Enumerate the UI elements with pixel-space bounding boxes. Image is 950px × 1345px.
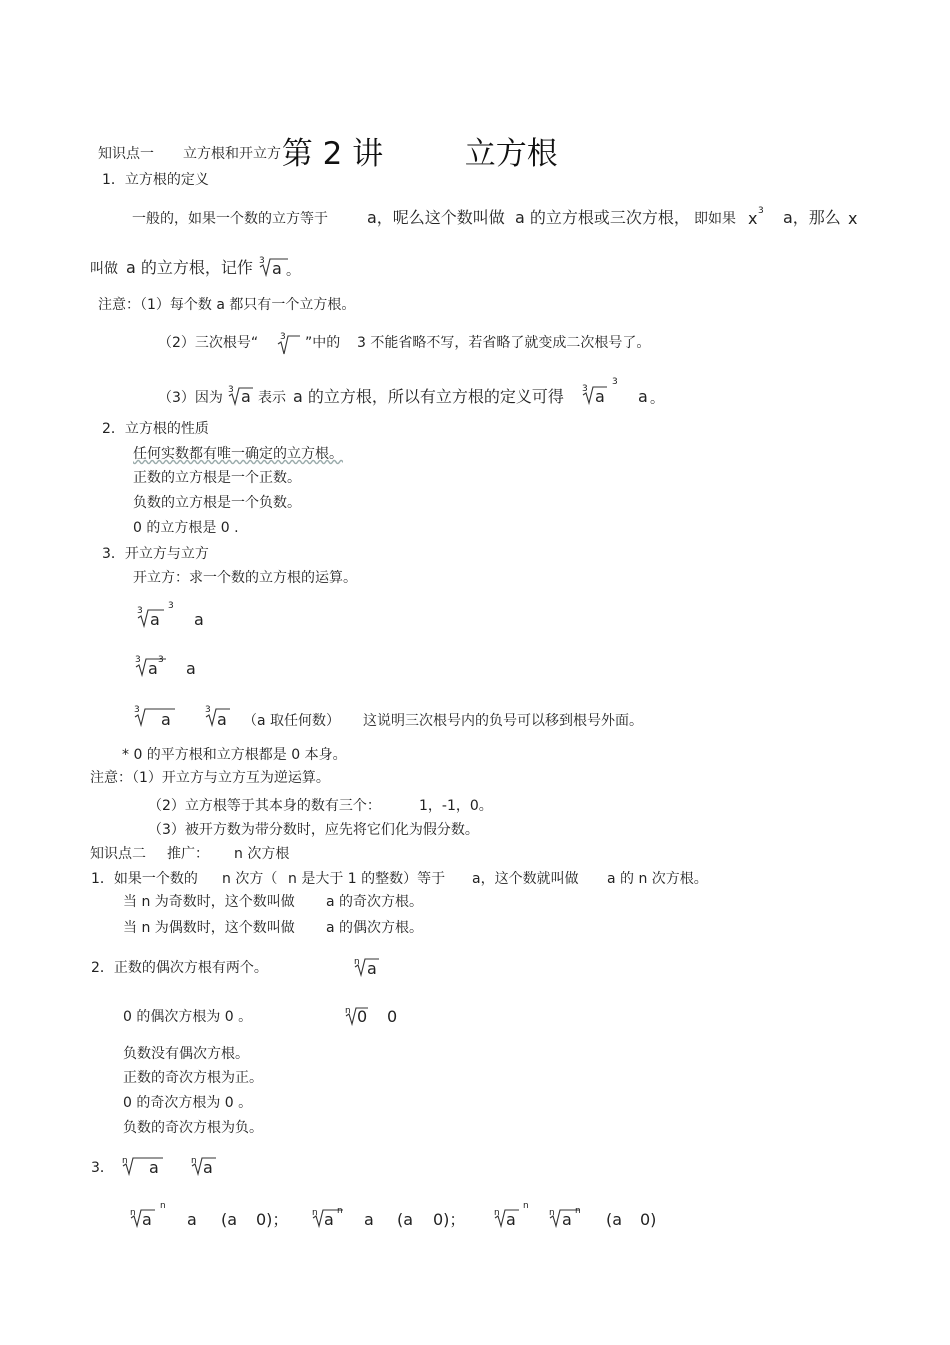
t3-r2-f2: 0) — [640, 1210, 657, 1229]
s1-p1-a: 一般的，如果一个数的立方等于 — [132, 211, 328, 227]
t3-r2-e1: a — [506, 1210, 516, 1229]
s1-p2-b: a 的立方根，记作 — [126, 258, 253, 277]
t1-line2-a: 当 n 为奇数时，这个数叫做 — [123, 894, 295, 910]
exp-n: n — [523, 1201, 529, 1211]
s1-note1: 注意：（1）每个数 a 都只有一个立方根。 — [98, 297, 356, 313]
s1-note3-rad: a — [241, 387, 251, 406]
title-topic: 立方根 — [464, 136, 558, 172]
title-lecture: 第 2 讲 — [281, 136, 384, 172]
s3-f1-b: a — [194, 610, 204, 629]
s1-note3-rad2: a — [595, 387, 605, 406]
t1-line3-b: a 的偶次方根。 — [326, 920, 424, 936]
s1-p1-f: x — [848, 209, 858, 228]
rad-index: 3 — [135, 655, 141, 665]
t2-line-2: 0 的奇次方根为 0 。 — [123, 1095, 253, 1111]
rad-index: 3 — [259, 256, 265, 266]
s1-p1-e: a，那么 — [783, 208, 841, 227]
s1-p1-exp: 3 — [758, 206, 764, 216]
rad-index: n — [494, 1208, 500, 1218]
t3-r2-d1: (a — [397, 1210, 414, 1229]
s1-p1-d: 即如果 — [694, 211, 736, 227]
t2-f2-a: 0 — [357, 1007, 368, 1026]
t1-line1-a: 1．如果一个数的 — [91, 871, 198, 887]
t1-line1-c: n 是大于 1 的整数）等于 — [288, 871, 446, 887]
s3-f3-c: （a 取任何数） — [243, 713, 341, 729]
t3-r2-f1: (a — [606, 1210, 623, 1229]
t3-r2-b1: a — [324, 1210, 334, 1229]
t3-r2-a1: a — [142, 1210, 152, 1229]
s1-note3-end: 。 — [650, 391, 664, 407]
s1-note2-b: ”中的 — [305, 335, 341, 351]
s1-p1-b: a，呢么这个数叫做 — [367, 208, 505, 227]
s3-f2-b: a — [186, 659, 196, 678]
radical-sign — [278, 334, 304, 356]
t2-line-0: 负数没有偶次方根。 — [123, 1046, 249, 1062]
rad-index: n — [549, 1208, 555, 1218]
exp-n: n — [337, 1206, 343, 1216]
s2-line-2: 负数的立方根是一个负数。 — [133, 495, 301, 511]
s3-star: * 0 的平方根和立方根都是 0 本身。 — [122, 747, 347, 763]
s3-def: 开立方：求一个数的立方根的运算。 — [133, 570, 357, 586]
rad-index: 3 — [134, 705, 140, 715]
s1-note3-c: a 的立方根，所以有立方根的定义可得 — [293, 387, 564, 406]
rad-index: 3 — [582, 384, 588, 394]
rad-index: n — [122, 1156, 128, 1166]
t1-line1-e: a 的 n 次方根。 — [607, 871, 708, 887]
s1-p1-x: x — [748, 209, 758, 228]
s3-note2-b: 1，-1，0。 — [419, 798, 493, 814]
t3-r2-a2: a — [187, 1210, 197, 1229]
t1-line2-b: a 的奇次方根。 — [326, 894, 424, 910]
s2-line-1: 正数的立方根是一个正数。 — [133, 470, 301, 486]
s1-note2-c: 3 不能省略不写，若省略了就变成二次根号了。 — [357, 335, 651, 351]
t3-r2-e2: a — [562, 1210, 572, 1229]
exp-n: n — [160, 1201, 166, 1211]
exp-n: n — [575, 1206, 581, 1216]
t2-line-3: 负数的奇次方根为负。 — [123, 1120, 263, 1136]
t2-zero: 0 的偶次方根为 0 。 — [123, 1009, 253, 1025]
t1-line1-b: n 次方（ — [222, 871, 278, 887]
t3-r2-b2: a — [364, 1210, 374, 1229]
exp-3: 3 — [168, 601, 174, 611]
s1-p2-rad: a — [272, 259, 282, 278]
s3-f3-b: a — [217, 710, 227, 729]
t2-line-1: 正数的奇次方根为正。 — [123, 1070, 263, 1086]
rad-index: 3 — [228, 385, 234, 395]
rad-index: n — [312, 1208, 318, 1218]
s1-note2-a: （2）三次根号“ — [158, 335, 259, 351]
s2-line-unique — [133, 445, 343, 463]
s2-line-3: 0 的立方根是 0 . — [133, 520, 239, 536]
rad-index: n — [354, 957, 360, 967]
t3-r2-d2: 0)； — [433, 1210, 466, 1229]
t3-r1-b: a — [203, 1158, 213, 1177]
s3-f3-d: 这说明三次根号内的负号可以移到根号外面。 — [363, 713, 643, 729]
s3-note2-a: （2）立方根等于其本身的数有三个： — [148, 798, 381, 814]
kp1-heading: 知识点一 — [98, 146, 154, 162]
s1-p1-c: a 的立方根或三次方根， — [515, 208, 690, 227]
t2-f2-b: 0 — [387, 1007, 398, 1026]
t3-r2-c1: (a — [221, 1210, 238, 1229]
s3-f2-a: a — [148, 659, 158, 678]
t3-r1-a: a — [149, 1158, 159, 1177]
kp2-label: 推广： — [167, 846, 209, 862]
kp1-name: 立方根和开立方 — [183, 146, 281, 162]
s1-note3-b: 表示 — [258, 390, 286, 406]
s1-note3-d: a — [638, 387, 648, 406]
t2-heading: 2．正数的偶次方根有两个。 — [91, 960, 268, 976]
rad-index: 3 — [280, 332, 286, 342]
kp2-heading: 知识点二 — [90, 846, 146, 862]
kp2-name: n 次方根 — [234, 846, 290, 862]
s1-p2-a: 叫做 — [90, 261, 118, 277]
s3-f1-a: a — [150, 610, 160, 629]
s1-note3-a: （3）因为 — [158, 390, 223, 406]
t3-r2-c2: 0)； — [256, 1210, 289, 1229]
t1-line3-a: 当 n 为偶数时，这个数叫做 — [123, 920, 295, 936]
s2-heading: 2．立方根的性质 — [102, 421, 209, 437]
rad-index: n — [345, 1006, 351, 1016]
s3-note1: 注意：（1）开立方与立方互为逆运算。 — [90, 770, 330, 786]
s1-p2-end: 。 — [286, 263, 300, 279]
t3-num: 3． — [91, 1160, 114, 1176]
s2-line-0: 任何实数都有唯一确定的立方根。 — [133, 446, 343, 462]
exp-3: 3 — [158, 655, 164, 665]
s3-f3-a: a — [161, 710, 171, 729]
s1-heading: 1．立方根的定义 — [102, 172, 209, 188]
t1-line1-d: a，这个数就叫做 — [472, 871, 579, 887]
rad-index: n — [191, 1156, 197, 1166]
page-title-topic — [445, 100, 558, 172]
rad-index: 3 — [205, 705, 211, 715]
s3-heading: 3．开立方与立方 — [102, 546, 209, 562]
exp-3: 3 — [612, 377, 618, 387]
s3-note3: （3）被开方数为带分数时，应先将它们化为假分数。 — [148, 822, 479, 838]
rad-index: 3 — [137, 606, 143, 616]
rad-index: n — [130, 1208, 136, 1218]
t2-f1-a: a — [367, 959, 377, 978]
